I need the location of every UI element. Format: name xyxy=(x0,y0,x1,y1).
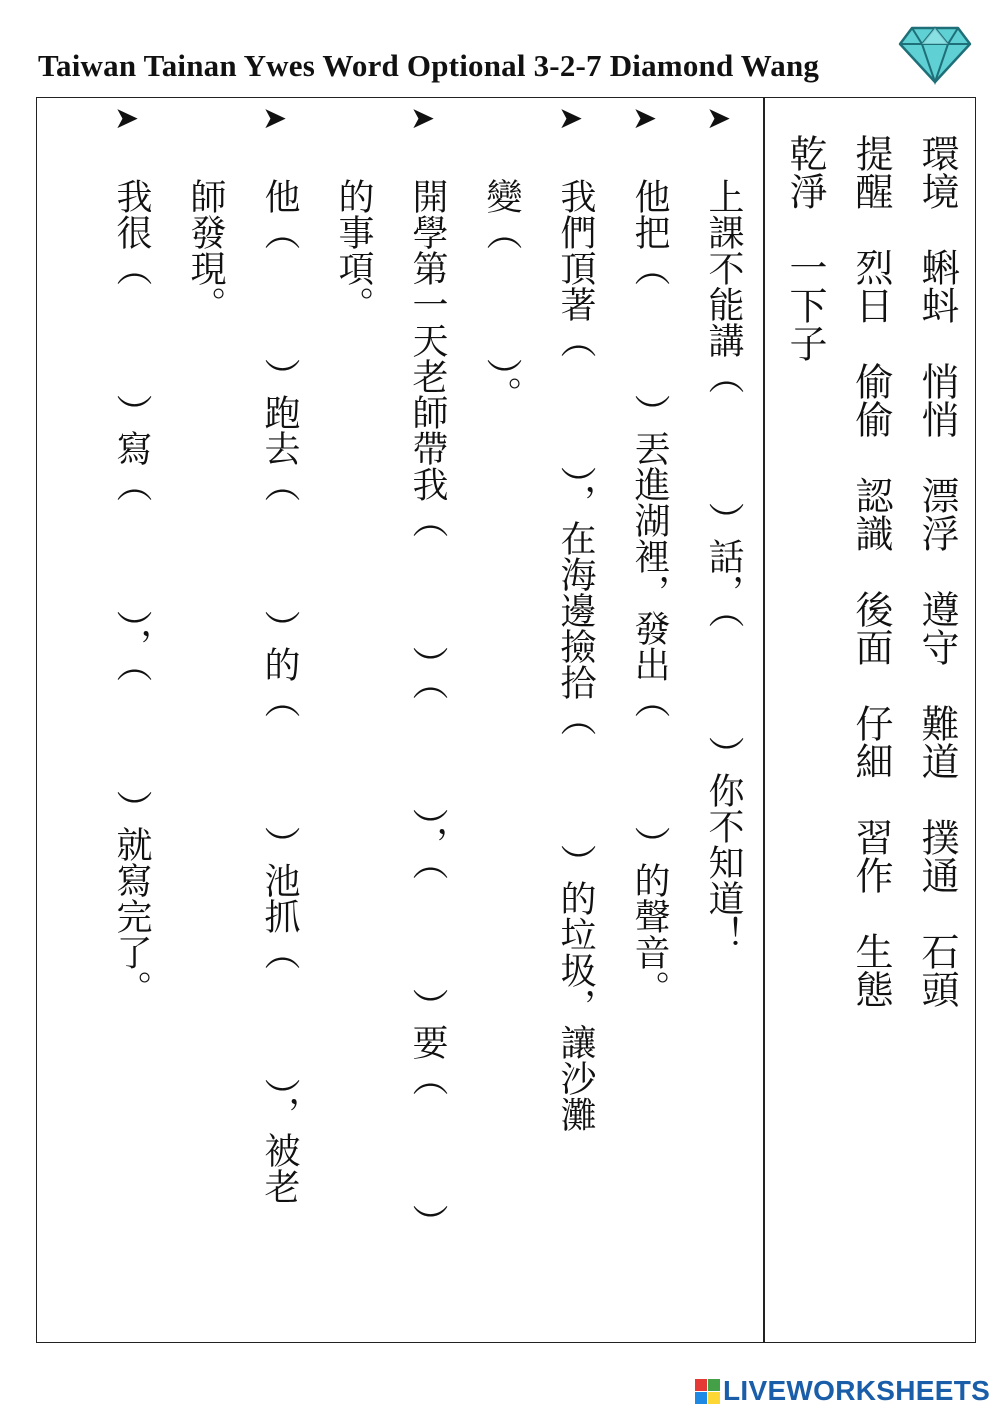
arrow-marker-icon: ➤ xyxy=(632,101,658,136)
arrow-marker-icon: ➤ xyxy=(262,101,288,136)
arrow-marker-icon: ➤ xyxy=(706,101,732,136)
question-4[interactable]: 開學第一天老師帶我（ ）（ ），（ ）要（ ） xyxy=(407,178,448,1240)
question-2[interactable]: 他把（ ）丟進湖裡，發出（ ）的聲音。 xyxy=(629,178,670,1006)
arrow-marker-icon: ➤ xyxy=(558,101,584,136)
liveworksheets-logo xyxy=(695,1373,990,1409)
arrow-marker-icon: ➤ xyxy=(114,101,140,136)
page-title: Taiwan Tainan Ywes Word Optional 3-2-7 Diamond Wang xyxy=(38,48,820,83)
question-5[interactable]: 他（ ）跑去（ ）的（ ）池抓（ ），被老 xyxy=(259,178,300,1204)
word-bank-column: 乾淨 一下子 xyxy=(783,134,827,362)
word-bank-column: 環境 蝌蚪 悄悄 漂浮 遵守 難道 撲通 石頭 xyxy=(915,134,959,1008)
word-bank-column: 提醒 烈日 偷偷 認識 後面 仔細 習作 生態 xyxy=(849,134,893,1008)
column-divider xyxy=(763,97,765,1343)
diamond-icon xyxy=(898,24,972,86)
question-5-continued: 師發現。 xyxy=(185,178,226,322)
logo-text: LIVEWORKSHEETS xyxy=(723,1375,991,1406)
question-3-continued: 變（ ）。 xyxy=(481,178,522,412)
logo-squares-icon xyxy=(695,1379,720,1404)
arrow-marker-icon: ➤ xyxy=(410,101,436,136)
question-3[interactable]: 我們頂著（ ），在海邊撿拾（ ）的垃圾，讓沙灘 xyxy=(555,178,596,1132)
question-4-continued: 的事項。 xyxy=(333,178,374,322)
question-6[interactable]: 我很（ ）寫（ ），（ ）就寫完了。 xyxy=(111,178,152,1006)
question-1[interactable]: 上課不能講（ ）話，（ ）你不知道！ xyxy=(703,178,744,952)
